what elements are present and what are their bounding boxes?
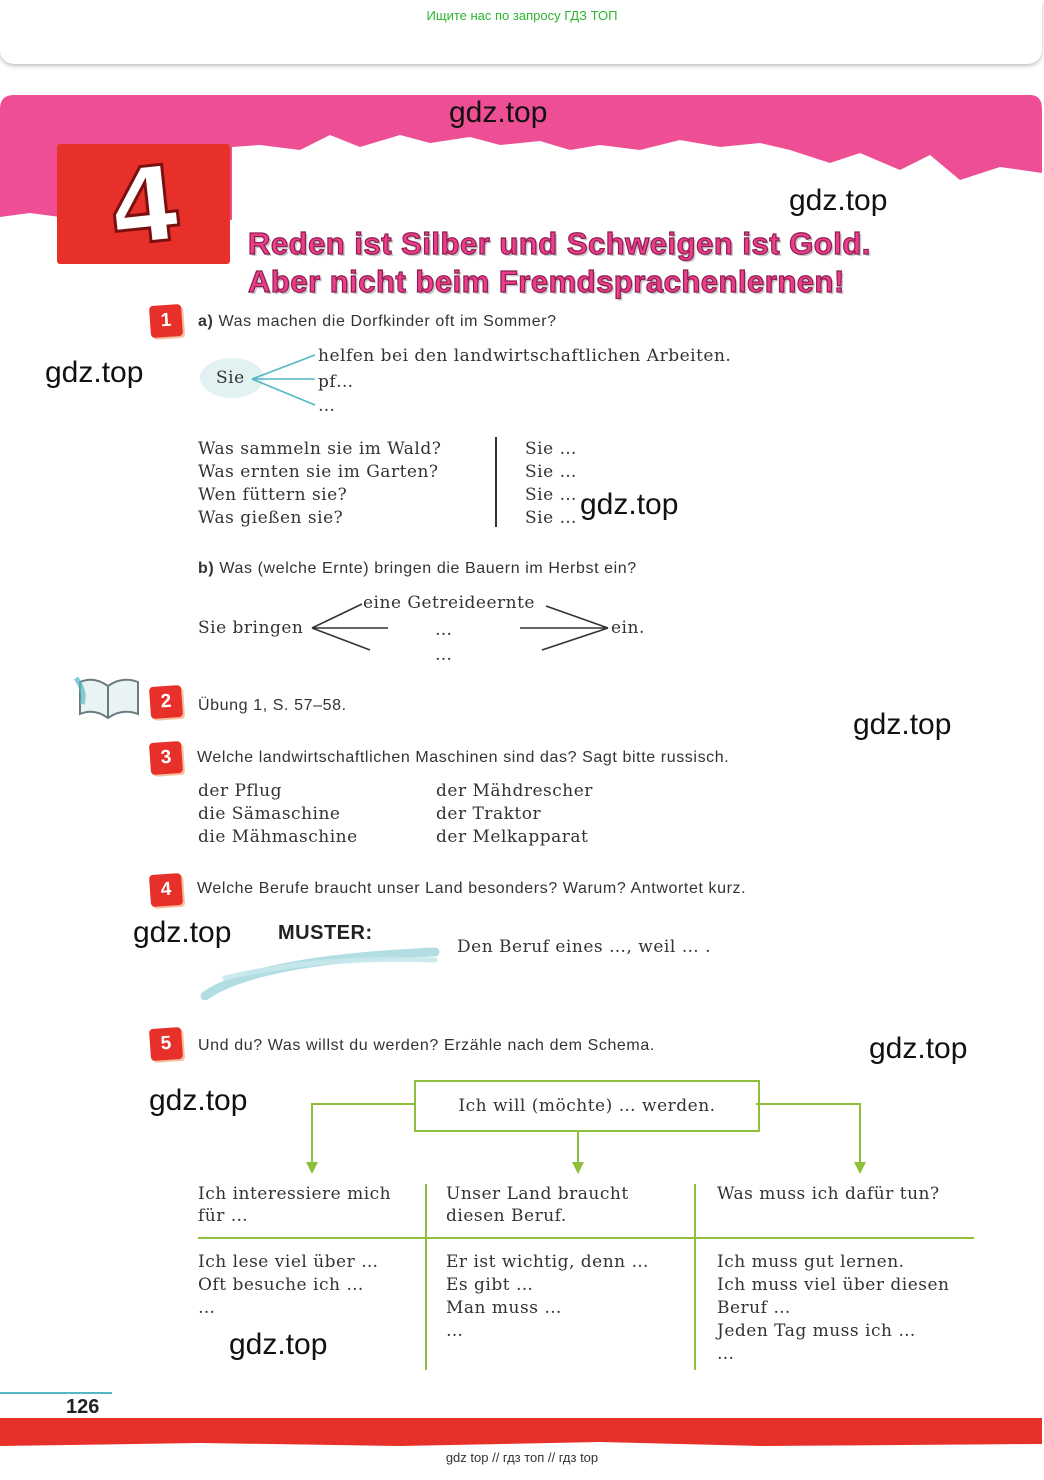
muster-brush	[195, 938, 445, 1000]
b-lines	[300, 596, 620, 656]
b-item-3: …	[435, 645, 453, 665]
machine: die Sämaschine	[198, 804, 341, 824]
exercise-number-5: 5	[149, 1027, 183, 1061]
exercise-1b-task: b) Was (welche Ernte) bringen die Bauern im Herbst ein?	[198, 560, 637, 577]
page-number-rule	[0, 1392, 112, 1394]
exercise-2-text: Übung 1, S. 57–58.	[198, 697, 347, 714]
b-item-2: …	[435, 620, 453, 640]
answers-list	[525, 438, 577, 530]
schema-col-body-2: Er ist wichtig, denn … Es gibt … Man muss … …	[446, 1252, 649, 1341]
schema-col-head-3: Was muss ich dafür tun?	[717, 1184, 940, 1204]
schema-col-divider	[425, 1184, 427, 1370]
exercise-number-4: 4	[149, 873, 183, 907]
sie-label: Sie	[216, 368, 245, 388]
questions-list	[198, 438, 441, 530]
watermark: gdz.top	[229, 1328, 328, 1361]
watermark: gdz.top	[45, 356, 144, 389]
exercise-1a-task: a) Was machen die Dorfkinder oft im Sommer?	[198, 313, 557, 330]
exercise-4-text: Welche Berufe braucht unser Land besonders? Warum? Antwortet kurz.	[197, 880, 747, 897]
divider	[495, 437, 497, 527]
exercise-number-1: 1	[149, 304, 183, 338]
schema-top-box	[414, 1080, 760, 1132]
watermark: gdz.top	[133, 916, 232, 949]
exercise-number-3: 3	[149, 741, 183, 775]
footer-links[interactable]: gdz top // гдз топ // гдз top	[445, 1450, 599, 1465]
schema-col-body-3: Ich muss gut lernen. Ich muss viel über diesen Beruf … Jeden Tag muss ich … …	[717, 1252, 950, 1364]
branch-3: …	[318, 396, 336, 416]
connector	[859, 1103, 861, 1167]
machines-left	[198, 780, 358, 849]
answer-2: Sie …	[525, 462, 578, 482]
question-4: Was gießen sie?	[198, 508, 344, 528]
chapter-number-graphic	[57, 144, 230, 264]
schema-col-head-2: Unser Land braucht diesen Beruf.	[446, 1184, 629, 1226]
answer-4: Sie …	[525, 508, 578, 528]
watermark: gdz.top	[149, 1084, 248, 1117]
watermark: gdz.top	[853, 708, 952, 741]
chapter-badge	[57, 144, 230, 264]
machines-right	[436, 780, 593, 849]
machine: der Melkapparat	[436, 827, 589, 847]
chapter-number: 4	[102, 144, 188, 264]
muster-text: Den Beruf eines …, weil … .	[457, 937, 712, 957]
question-3: Wen füttern sie?	[198, 485, 348, 505]
connector	[311, 1103, 313, 1167]
connector	[756, 1103, 860, 1105]
muster-label: MUSTER:	[278, 922, 373, 944]
branch-2: pf…	[318, 372, 354, 392]
question-1: Was sammeln sie im Wald?	[198, 439, 442, 459]
watermark: gdz.top	[869, 1032, 968, 1065]
schema-top-text: Ich will (möchte) … werden.	[458, 1096, 716, 1116]
answer-1: Sie …	[525, 439, 578, 459]
machine: der Mähdrescher	[436, 781, 593, 801]
book-icon	[74, 674, 144, 722]
answer-3: Sie …	[525, 485, 578, 505]
schema-arrowheads	[300, 1160, 880, 1178]
schema-col-head-1: Ich interessiere mich für …	[198, 1184, 392, 1226]
machine: die Mähmaschine	[198, 827, 358, 847]
b-item-1: eine Getreideernte	[363, 593, 535, 613]
exercise-number-2: 2	[149, 685, 183, 719]
schema-col-divider	[694, 1184, 696, 1370]
search-banner[interactable]: Ищите нас по запросу ГДЗ ТОП	[426, 8, 618, 23]
watermark: gdz.top	[580, 488, 679, 521]
headline-line2: Aber nicht beim Fremdsprachenlernen!	[248, 264, 845, 299]
watermark: gdz.top	[789, 184, 888, 217]
question-2: Was ernten sie im Garten?	[198, 462, 439, 482]
exercise-5-text: Und du? Was willst du werden? Erzähle nach dem Schema.	[198, 1037, 655, 1054]
b-end: ein.	[611, 618, 645, 638]
watermark: gdz.top	[449, 96, 548, 129]
branch-1: helfen bei den landwirtschaftlichen Arbeiten.	[318, 346, 732, 366]
schema-col-body-1: Ich lese viel über … Oft besuche ich … …	[198, 1252, 379, 1318]
machine: der Pflug	[198, 781, 282, 801]
machine: der Traktor	[436, 804, 542, 824]
b-subject: Sie bringen	[198, 618, 304, 638]
branch-arrows	[245, 350, 325, 410]
exercise-3-text: Welche landwirtschaftlichen Maschinen sind das? Sagt bitte russisch.	[197, 749, 730, 766]
schema-row-divider	[198, 1237, 974, 1239]
connector	[312, 1103, 416, 1105]
page-number: 126	[66, 1396, 100, 1418]
headline-line1: Reden ist Silber und Schweigen ist Gold.	[248, 226, 871, 261]
bottom-band	[0, 1416, 1044, 1448]
